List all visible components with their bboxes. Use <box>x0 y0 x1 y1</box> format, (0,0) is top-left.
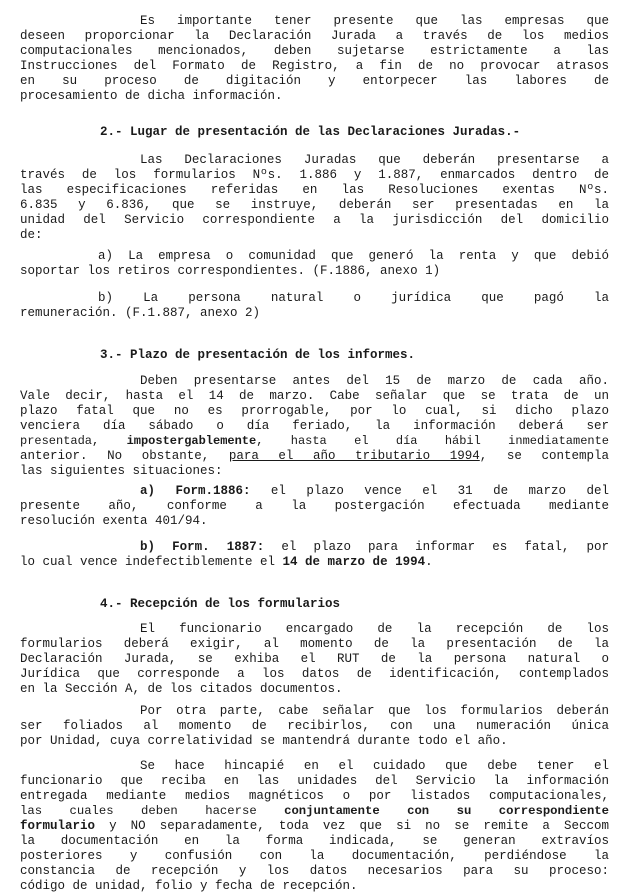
text-line: la documentación en la forma indicada, se generan extravíos <box>20 834 609 848</box>
text-line: venciera día sábado o día feriado, la información deberá ser <box>20 419 609 433</box>
text-line: soportar los retiros correspondientes. (F.1886, anexo 1) <box>20 264 441 278</box>
text-line: deseen proporcionar la Declaración Jurada a través de los medios <box>20 29 609 43</box>
text-line: Declaración Jurada, se exhiba el RUT de la persona natural o <box>20 652 609 666</box>
text-line: en su proceso de digitación y entorpecer las labores de <box>20 74 609 88</box>
text-line: las siguientes situaciones: <box>20 464 223 478</box>
text-line: por Unidad, cuya correlatividad se mantendrá durante todo el año. <box>20 734 508 748</box>
text-fragment: presentada, <box>20 434 127 448</box>
text-fragment: . <box>425 555 433 569</box>
text-fragment: anterior. No obstante, <box>20 449 229 463</box>
text-line: Se hace hincapié en el cuidado que debe tener el <box>140 759 609 773</box>
text-line: Deben presentarse antes del 15 de marzo de cada año. <box>140 374 609 388</box>
section-2-heading: 2.- Lugar de presentación de las Declaraciones Juradas.- <box>100 125 521 139</box>
emphasis-text: conjuntamente con su correspondiente <box>284 804 609 818</box>
section-3-heading: 3.- Plazo de presentación de los informes. <box>100 348 416 362</box>
text-line: a) La empresa o comunidad que generó la renta y que debió <box>98 249 609 263</box>
text-line: procesamiento de dicha información. <box>20 89 283 103</box>
text-line: remuneración. (F.1.887, anexo 2) <box>20 306 261 320</box>
intro-paragraph <box>20 14 609 104</box>
emphasis-text: formulario <box>20 819 96 833</box>
text-line: El funcionario encargado de la recepción de los <box>140 622 609 636</box>
text-line: de: <box>20 228 43 242</box>
text-line: ser foliados al momento de recibirlos, con una numeración única <box>20 719 609 733</box>
text-line: unidad del Servicio correspondiente a la jurisdicción del domicilio <box>20 213 609 227</box>
section-2-item-b <box>20 291 609 321</box>
text-line <box>20 540 609 555</box>
text-line: formularios deberá exigir, al momento de la presentación de la <box>20 637 609 651</box>
emphasis-text: 14 de marzo de 1994 <box>282 555 426 569</box>
text-line: Jurídica que corresponde a los datos de identificación, contemplados <box>20 667 609 681</box>
text-line: través de los formularios Nºs. 1.886 y 1.887, enmarcados dentro de <box>20 168 609 182</box>
section-4-paragraph-3 <box>20 759 609 894</box>
section-3-paragraph <box>20 374 609 479</box>
text-line: funcionario que reciba en las unidades del Servicio la información <box>20 774 609 788</box>
text-line: resolución exenta 401/94. <box>20 514 208 528</box>
text-fragment: el plazo para informar es fatal, por <box>264 540 609 554</box>
text-line <box>20 819 609 834</box>
text-fragment: lo cual vence indefectiblemente el <box>20 555 283 569</box>
text-line: las especificaciones referidas en las Resoluciones exentas Nºs. <box>20 183 609 197</box>
text-line: Vale decir, hasta el 14 de marzo. Cabe señalar que se trata de un <box>20 389 609 403</box>
text-line: presente año, conforme a la postergación efectuada mediante <box>20 499 609 513</box>
text-fragment: y NO separadamente, toda vez que si no se remite a Seccom <box>95 819 609 833</box>
text-line: b) La persona natural o jurídica que pagó la <box>98 291 609 305</box>
text-line: constancia de recepción y los datos necesarios para su proceso: <box>20 864 609 878</box>
text-line: entregada mediante medios magnéticos o por listados computacionales, <box>20 789 609 803</box>
text-fragment: las cuales deben hacerse <box>20 804 285 818</box>
text-line: Por otra parte, cabe señalar que los formularios deberán <box>140 704 609 718</box>
emphasis-text: impostergablemente <box>126 434 257 448</box>
underlined-text: para el año tributario 1994 <box>228 449 480 463</box>
text-line: plazo fatal que no es prorrogable, por lo cual, si dicho plazo <box>20 404 609 418</box>
text-line <box>20 804 609 819</box>
text-fragment: el plazo vence el 31 de marzo del <box>250 484 609 498</box>
text-line: 6.835 y 6.836, que se instruye, deberán ser presentadas en la <box>20 198 609 212</box>
text-line: computacionales mencionados, deben sujetarse estrictamente a las <box>20 44 609 58</box>
text-line <box>20 449 609 464</box>
section-3-item-a <box>20 484 609 529</box>
text-fragment: , se contempla <box>479 449 609 463</box>
text-line <box>20 434 609 449</box>
text-line <box>20 555 609 570</box>
section-2-paragraph <box>20 153 609 243</box>
text-line: posteriores y confusión con la documentación, perdiéndose la <box>20 849 609 863</box>
text-line: Las Declaraciones Juradas que deberán presentarse a <box>140 153 609 167</box>
item-label: a) Form.1886: <box>140 484 251 498</box>
text-line: código de unidad, folio y fecha de recepción. <box>20 879 358 893</box>
text-line: Instrucciones del Formato de Registro, a fin de no provocar atrasos <box>20 59 609 73</box>
text-line: Es importante tener presente que las empresas que <box>140 14 609 28</box>
text-fragment: , hasta el día hábil inmediatamente <box>256 434 609 448</box>
section-3-item-b <box>20 540 609 570</box>
section-2-item-a <box>20 249 609 279</box>
section-4-paragraph-1 <box>20 622 609 697</box>
section-4-heading: 4.- Recepción de los formularios <box>100 597 341 611</box>
text-line <box>20 484 609 499</box>
text-line: en la Sección A, de los citados documentos. <box>20 682 343 696</box>
section-4-paragraph-2 <box>20 704 609 749</box>
item-label: b) Form. 1887: <box>140 540 265 554</box>
